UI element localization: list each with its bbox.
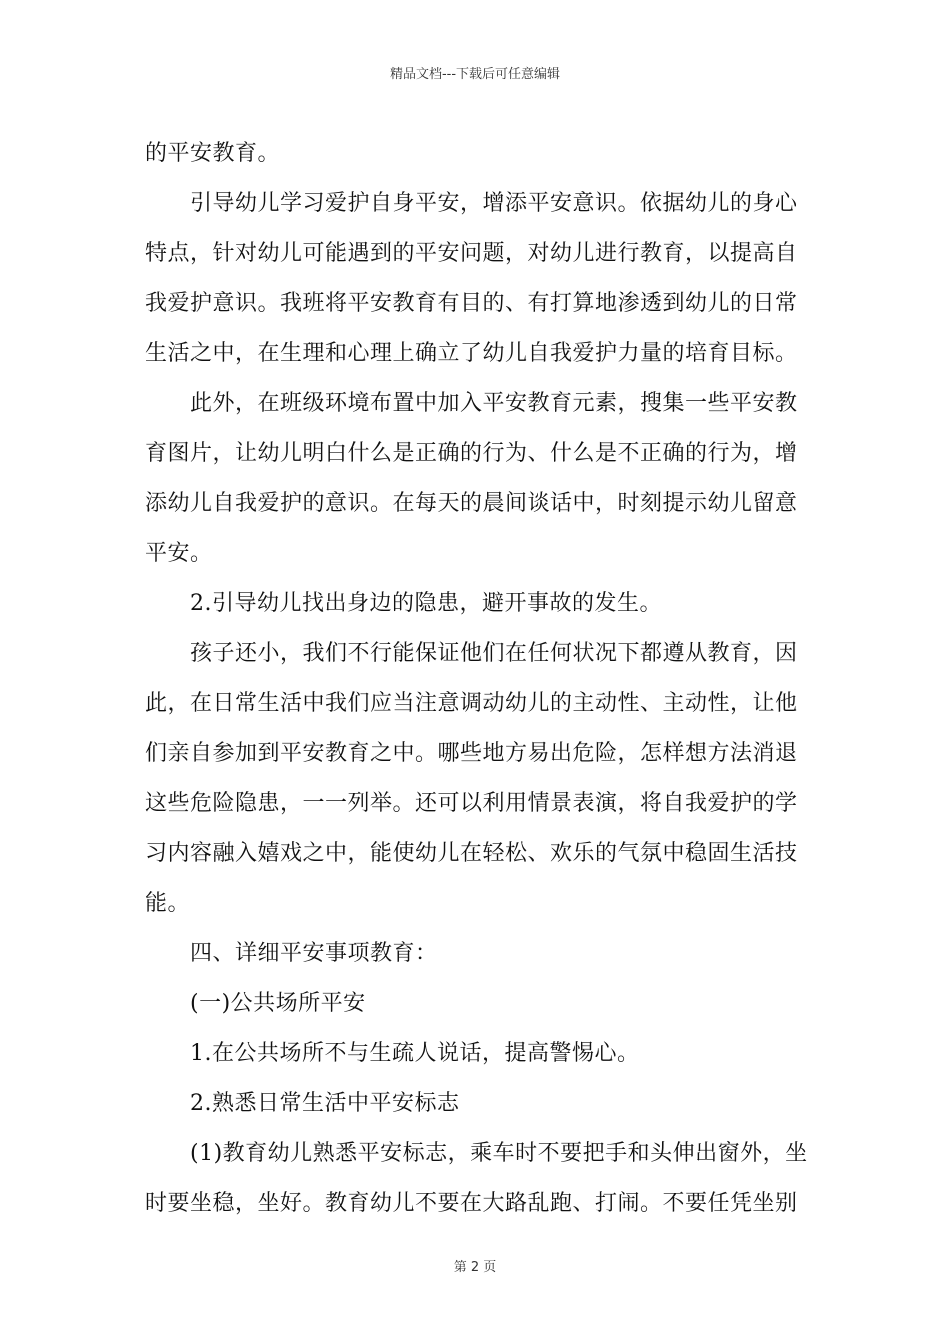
text-line: 四、详细平安事项教育： [190,941,438,966]
document-body [145,129,810,1229]
text-line: (一)公共场所平安 [190,991,366,1016]
text-line: (1)教育幼儿熟悉平安标志，乘车时不要把手和头伸出窗外，坐 [190,1141,808,1166]
text-line: 此，在日常生活中我们应当注意调动幼儿的主动性、主动性，让他 [145,691,798,716]
page-number: 第 2 页 [453,1260,497,1275]
text-line: 们亲自参加到平安教育之中。哪些地方易出危险，怎样想方法消退 [145,741,798,766]
text-line: 1.在公共场所不与生疏人说话，提高警惕心。 [190,1041,640,1066]
text-line: 引导幼儿学习爱护自身平安，增添平安意识。依据幼儿的身心 [190,191,798,216]
text-line: 孩子还小，我们不行能保证他们在任何状况下都遵从教育，因 [190,641,798,666]
page-header: 精品文档---下载后可任意编辑 [389,67,561,82]
text-line: 2.熟悉日常生活中平安标志 [190,1091,460,1116]
text-line: 特点，针对幼儿可能遇到的平安问题，对幼儿进行教育，以提高自 [145,241,798,266]
text-line: 的平安教育。 [145,141,281,166]
text-line: 我爱护意识。我班将平安教育有目的、有打算地渗透到幼儿的日常 [145,291,798,316]
text-line: 平安。 [145,541,213,566]
text-line: 此外，在班级环境布置中加入平安教育元素，搜集一些平安教 [190,391,798,416]
text-line: 生活之中，在生理和心理上确立了幼儿自我爱护力量的培育目标。 [145,341,798,366]
text-line: 2.引导幼儿找出身边的隐患，避开事故的发生。 [190,591,662,616]
text-line: 育图片，让幼儿明白什么是正确的行为、什么是不正确的行为，增 [145,441,798,466]
text-line: 能。 [145,891,191,916]
text-line: 这些危险隐患，一一列举。还可以利用情景表演，将自我爱护的学 [145,791,798,816]
text-line: 习内容融入嬉戏之中，能使幼儿在轻松、欢乐的气氛中稳固生活技 [145,841,798,866]
text-line: 添幼儿自我爱护的意识。在每天的晨间谈话中，时刻提示幼儿留意 [145,491,798,516]
text-line: 时要坐稳，坐好。教育幼儿不要在大路乱跑、打闹。不要任凭坐别 [145,1191,798,1216]
